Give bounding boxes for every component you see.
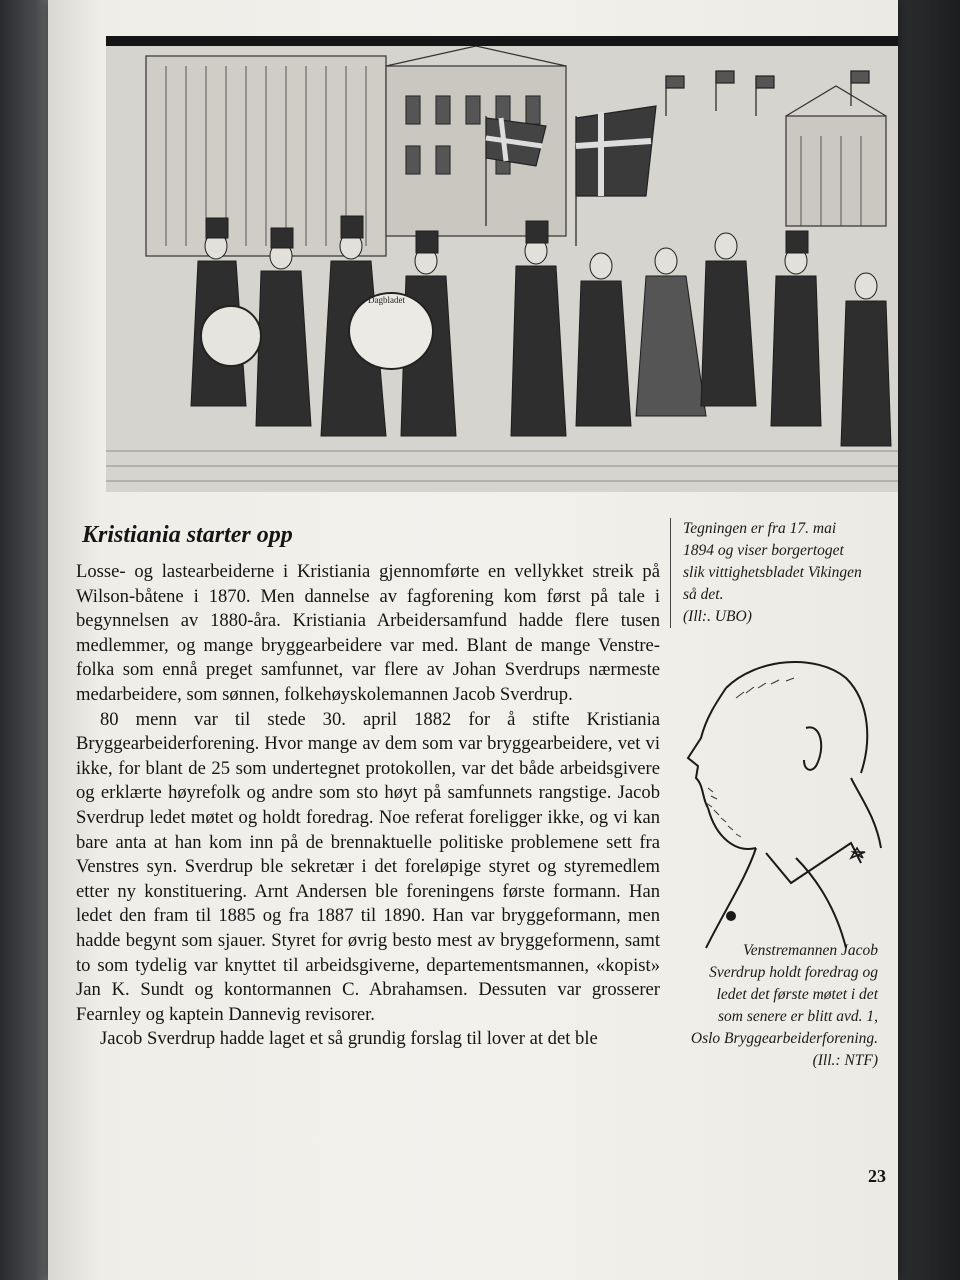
portrait-caption [690,940,878,1072]
illustration-credit: (Ill:. UBO) [683,608,752,625]
top-rule [106,36,898,46]
body-text [76,560,660,1052]
illustration-caption [670,518,863,628]
illustration-caption-text: Tegningen er fra 17. mai 1894 og viser borgertoget slik vittighetsbladet Vikingen så det. [683,520,862,603]
drum-label: Dagbladet [368,295,405,305]
book-page [48,0,898,1280]
background-right [890,0,960,1280]
portrait-sketch [646,648,886,958]
portrait-credit: (Ill.: NTF) [812,1052,878,1069]
parade-drawing [106,46,898,492]
paragraph-1: Losse- og lastearbeiderne i Kristiania gjennomførte en vellykket streik på Wilson-båtene i 1870. Men dannelse av fagforening kom først på tale i begynnelsen av 1880-åra. Kristiania Arbeidersamfund hadde flere tusen medlemmer, og mange bryggearbeidere var med. Blant de mange Venstre-folka som ennå preget samfunnet, var flere av Johan Sverdrups nærmeste medarbeidere, som sønnen, folkehøyskolemannen Jacob Sverdrup. [76,561,660,705]
portrait-caption-text: Venstremannen Jacob Sverdrup holdt foredrag og ledet det første møtet i det som senere er blitt avd. 1, Oslo Bryggearbeiderforening. [690,942,878,1047]
parade-illustration [106,46,898,492]
section-heading: Kristiania starter opp [82,522,293,548]
portrait-drawing [646,648,886,958]
paragraph-3: Jacob Sverdrup hadde laget et så grundig forslag til lover at det ble [100,1028,598,1050]
paragraph-2: 80 menn var til stede 30. april 1882 for å stifte Kristiania Bryggearbeiderforening. Hvor mange av dem som var bryggearbeidere, vet vi ikke, for blant de 25 som undertegnet protokollen, var det både arbeidsgivere og erklærte høyrefolk og andre som sto høyt på samfunnets rangstige. Jacob Sverdrup ledet møtet og holdt foredrag. Noe referat foreligger ikke, og vi kan bare anta at han kom inn på de brennaktuelle politiske problemene sett fra Venstres syn. Sverdrup ble sekretær i det foreløpige styret og styremedlem etter ny konstituering. Arnt Andersen ble foreningens første formann. Han ledet den fram til 1885 og fra 1887 til 1890. Han var bryggeformann, men hadde begynt som sjauer. Styret for øvrig besto mest av bryggeformenn, samt to som tydelig var knyttet til arbeidsgiverne, departementsmannen, «kopist» Jan K. Sundt og kontormannen C. Abrahamsen. Dessuten var grosserer Fearnley og kaptein Dannevig revisorer. [76,708,660,1025]
page-number: 23 [868,1166,886,1186]
